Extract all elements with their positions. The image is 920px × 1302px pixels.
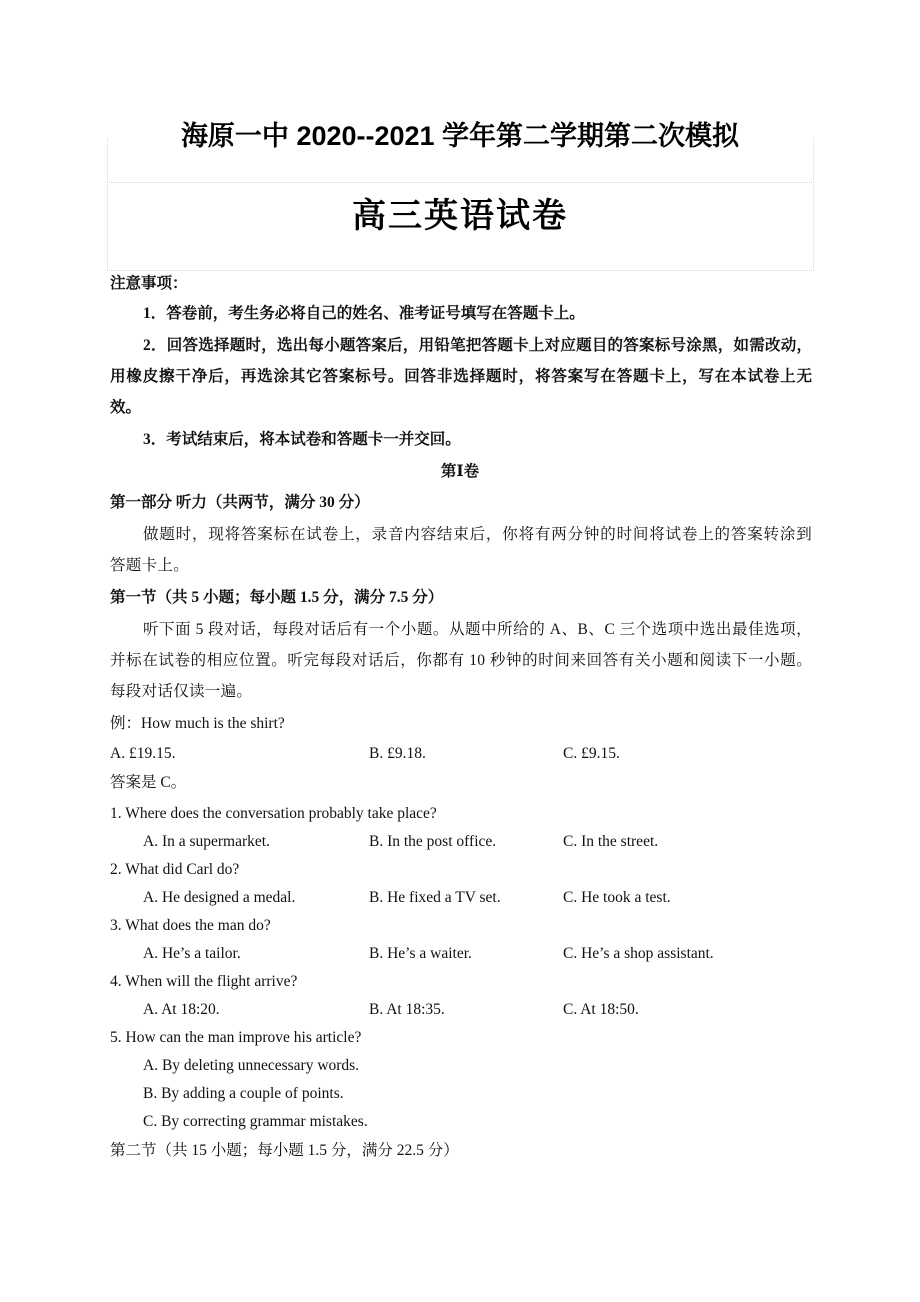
question-2-option-a: A. He designed a medal.	[143, 889, 296, 906]
example-question: 例：How much is the shirt?	[110, 715, 285, 732]
question-1: 1. Where does the conversation probably take place?	[110, 805, 437, 822]
question-4-option-c: C. At 18:50.	[563, 1001, 639, 1018]
question-5-option-a: A. By deleting unnecessary words.	[143, 1057, 360, 1074]
title-divider	[107, 182, 812, 183]
question-2: 2. What did Carl do?	[110, 861, 240, 878]
notice-item-1: 1．答卷前，考生务必将自己的姓名、准考证号填写在答题卡上。	[143, 305, 585, 322]
question-3-option-a: A. He’s a tailor.	[143, 945, 241, 962]
exam-title: 海原一中 2020--2021 学年第二学期第二次模拟	[180, 121, 740, 151]
notice-item-2-line3: 效。	[110, 399, 142, 416]
example-option-a: A. £19.15.	[110, 745, 176, 762]
question-3-option-c: C. He’s a shop assistant.	[563, 945, 714, 962]
question-3-option-b: B. He’s a waiter.	[369, 945, 472, 962]
notice-item-2-line1: 2．回答选择题时，选出每小题答案后，用铅笔把答题卡上对应题目的答案标号涂黑，如需改动，	[143, 337, 812, 354]
example-option-b: B. £9.18.	[369, 745, 426, 762]
notice-item-2-line2: 用橡皮擦干净后，再选涂其它答案标号。回答非选择题时，将答案写在答题卡上，写在本试卷上无	[110, 368, 812, 385]
question-1-option-c: C. In the street.	[563, 833, 659, 850]
question-4: 4. When will the flight arrive?	[110, 973, 298, 990]
part1-heading: 第一部分 听力（共两节，满分 30 分）	[110, 494, 370, 511]
example-option-c: C. £9.15.	[563, 745, 620, 762]
section1-directions-line3: 每段对话仅读一遍。	[110, 683, 253, 700]
question-2-option-c: C. He took a test.	[563, 889, 671, 906]
section1-directions-line2: 并标在试卷的相应位置。听完每段对话后，你都有 10 秒钟的时间来回答有关小题和阅读下一小题。	[110, 652, 812, 669]
example-answer: 答案是 C。	[110, 774, 187, 791]
section1-heading: 第一节（共 5 小题；每小题 1.5 分，满分 7.5 分）	[110, 589, 444, 606]
notice-item-3: 3．考试结束后，将本试卷和答题卡一并交回。	[143, 431, 461, 448]
question-4-option-b: B. At 18:35.	[369, 1001, 445, 1018]
exam-subtitle: 高三英语试卷	[352, 197, 568, 235]
question-5-option-c: C. By correcting grammar mistakes.	[143, 1113, 368, 1130]
question-5-option-b: B. By adding a couple of points.	[143, 1085, 344, 1102]
section1-directions-line1: 听下面 5 段对话，每段对话后有一个小题。从题中所给的 A、B、C 三个选项中选出最佳选项，	[143, 621, 812, 638]
question-3: 3. What does the man do?	[110, 917, 271, 934]
part1-instructions-line1: 做题时，现将答案标在试卷上，录音内容结束后，你将有两分钟的时间将试卷上的答案转涂到	[143, 526, 812, 543]
question-4-option-a: A. At 18:20.	[143, 1001, 220, 1018]
question-5: 5. How can the man improve his article?	[110, 1029, 362, 1046]
question-2-option-b: B. He fixed a TV set.	[369, 889, 501, 906]
question-1-option-a: A. In a supermarket.	[143, 833, 270, 850]
notice-heading: 注意事项：	[110, 275, 188, 292]
part1-instructions-line2: 答题卡上。	[110, 557, 190, 574]
question-1-option-b: B. In the post office.	[369, 833, 497, 850]
section2-heading: 第二节（共 15 小题；每小题 1.5 分，满分 22.5 分）	[110, 1142, 459, 1159]
volume-label: 第Ⅰ卷	[440, 463, 480, 480]
